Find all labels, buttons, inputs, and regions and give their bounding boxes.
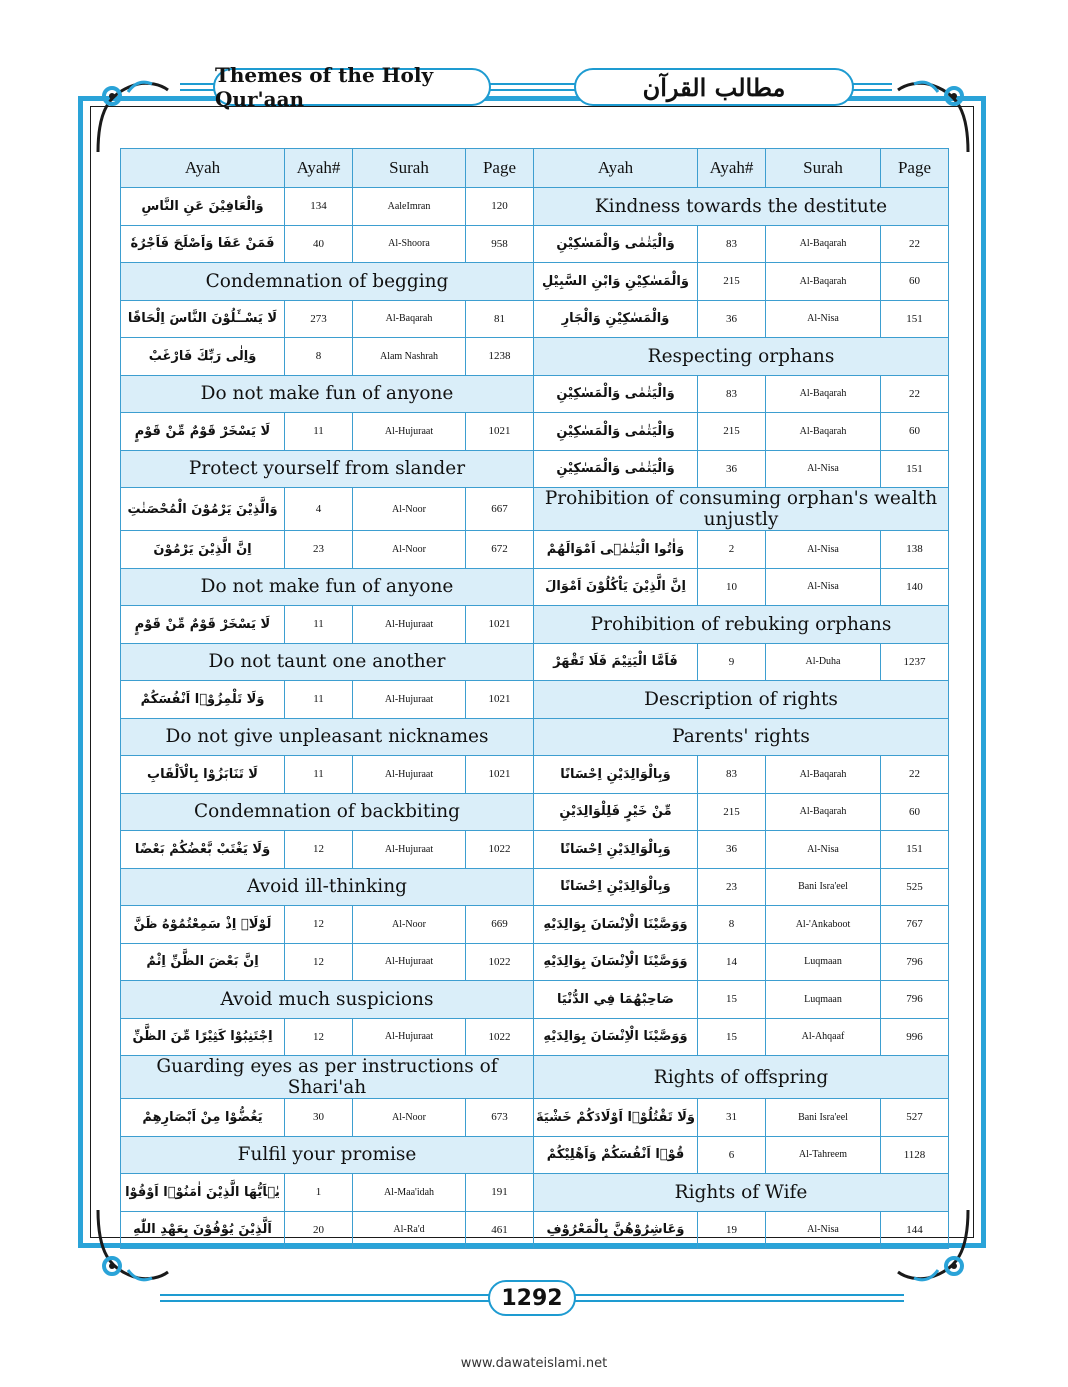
ayah-text: فَاَمَّا الْيَتِيْمَ فَلَا تَقْهَرْ bbox=[534, 643, 698, 681]
surah-name: Al-Hujuraat bbox=[353, 1018, 466, 1056]
ayah-text: وَالْعَافِيْنَ عَنِ النَّاسِ bbox=[121, 188, 285, 226]
page-ref: 60 bbox=[881, 263, 949, 301]
page-ref: 958 bbox=[466, 225, 534, 263]
surah-name: Al-Noor bbox=[353, 906, 466, 944]
page-ref: 22 bbox=[881, 225, 949, 263]
page-ref: 1021 bbox=[466, 756, 534, 794]
table-row bbox=[121, 718, 949, 756]
ayah-number: 83 bbox=[698, 756, 766, 794]
table-row bbox=[121, 1018, 949, 1056]
section-heading: Prohibition of consuming orphan's wealth unjustly bbox=[534, 488, 949, 531]
page-ref: 673 bbox=[466, 1099, 534, 1137]
ayah-text: وَعَاشِرُوْهُنَّ بِالْمَعْرُوْفِ bbox=[534, 1211, 698, 1249]
ayah-number: 30 bbox=[285, 1099, 353, 1137]
surah-name: Al-Hujuraat bbox=[353, 606, 466, 644]
ayah-number: 1 bbox=[285, 1174, 353, 1212]
table-row bbox=[121, 338, 949, 376]
surah-name: Alam Nashrah bbox=[353, 338, 466, 376]
page-ref: 144 bbox=[881, 1211, 949, 1249]
surah-name: Al-Duha bbox=[766, 643, 881, 681]
ayah-number: 12 bbox=[285, 906, 353, 944]
surah-name: Al-Baqarah bbox=[353, 300, 466, 338]
col-header-ayah: Ayah bbox=[121, 149, 285, 188]
surah-name: Al-Nisa bbox=[766, 531, 881, 569]
ayah-number: 8 bbox=[285, 338, 353, 376]
surah-name: Al-Baqarah bbox=[766, 413, 881, 451]
table-row bbox=[121, 531, 949, 569]
ayah-text: لَا يَسْخَرْ قَوْمٌ مِّنْ قَوْمٍ bbox=[121, 413, 285, 451]
ayah-text: وَالْمَسٰكِيْنِ وَابْنِ السَّبِيْلِ bbox=[534, 263, 698, 301]
table-row bbox=[121, 943, 949, 981]
surah-name: Al-Noor bbox=[353, 531, 466, 569]
ayah-number: 15 bbox=[698, 1018, 766, 1056]
ayah-text: فَمَنْ عَفَا وَاَصْلَحَ فَاَجْرُهٗ bbox=[121, 225, 285, 263]
surah-name: Bani Isra'eel bbox=[766, 868, 881, 906]
surah-name: Al-Nisa bbox=[766, 450, 881, 488]
ayah-text: اِنَّ الَّذِيْنَ يَاْكُلُوْنَ اَمْوَالَ bbox=[534, 568, 698, 606]
col-header-ayah-number: Ayah# bbox=[698, 149, 766, 188]
page-ref: 525 bbox=[881, 868, 949, 906]
ayah-text: وَبِالْوَالِدَيْنِ اِحْسَانًا bbox=[534, 831, 698, 869]
table-row bbox=[121, 375, 949, 413]
ayah-number: 23 bbox=[698, 868, 766, 906]
page-ref: 1238 bbox=[466, 338, 534, 376]
surah-name: Al-Nisa bbox=[766, 300, 881, 338]
section-heading: Rights of offspring bbox=[534, 1056, 949, 1099]
ayah-text: اَلَّذِيْنَ يُوْفُوْنَ بِعَهْدِ اللّٰهِ bbox=[121, 1211, 285, 1249]
ayah-text: قُوْۤا اَنْفُسَكُمْ وَاَهْلِيْكُمْ bbox=[534, 1136, 698, 1174]
table-row bbox=[121, 643, 949, 681]
surah-name: Al-Maa'idah bbox=[353, 1174, 466, 1212]
page-ref: 672 bbox=[466, 531, 534, 569]
page-ref: 1021 bbox=[466, 681, 534, 719]
footer-url: www.dawateislami.net bbox=[460, 1356, 608, 1371]
table-row bbox=[121, 488, 949, 531]
page-ref: 996 bbox=[881, 1018, 949, 1056]
page-ref: 140 bbox=[881, 568, 949, 606]
section-heading: Condemnation of backbiting bbox=[121, 793, 534, 831]
table-row bbox=[121, 981, 949, 1019]
section-heading: Do not make fun of anyone bbox=[121, 568, 534, 606]
page-ref: 767 bbox=[881, 906, 949, 944]
section-heading: Do not give unpleasant nicknames bbox=[121, 718, 534, 756]
page-rule-right bbox=[574, 1294, 904, 1302]
page-ref: 1128 bbox=[881, 1136, 949, 1174]
ayah-number: 2 bbox=[698, 531, 766, 569]
ayah-text: مِّنْ خَيْرٍ فَلِلْوَالِدَيْنِ bbox=[534, 793, 698, 831]
table-row bbox=[121, 1099, 949, 1137]
surah-name: Al-Baqarah bbox=[766, 793, 881, 831]
ayah-text: وَبِالْوَالِدَيْنِ اِحْسَانًا bbox=[534, 756, 698, 794]
surah-name: Al-Hujuraat bbox=[353, 943, 466, 981]
page-ref: 1022 bbox=[466, 831, 534, 869]
page-rule-left bbox=[160, 1294, 490, 1302]
ayah-text: لَوْلَاۤ اِذْ سَمِعْتُمُوْهُ ظَنَّ bbox=[121, 906, 285, 944]
ayah-number: 6 bbox=[698, 1136, 766, 1174]
page-ref: 60 bbox=[881, 413, 949, 451]
col-header-surah: Surah bbox=[766, 149, 881, 188]
section-heading: Do not taunt one another bbox=[121, 643, 534, 681]
surah-name: Al-Hujuraat bbox=[353, 756, 466, 794]
surah-name: Al-Noor bbox=[353, 1099, 466, 1137]
ayah-number: 36 bbox=[698, 450, 766, 488]
page-number: 1292 bbox=[488, 1280, 576, 1316]
title-rule-middle bbox=[489, 83, 577, 91]
col-header-ayah: Ayah bbox=[534, 149, 698, 188]
ayah-number: 11 bbox=[285, 606, 353, 644]
ayah-text: وَالَّذِيْنَ يَرْمُوْنَ الْمُحْصَنٰتِ bbox=[121, 488, 285, 531]
table-row bbox=[121, 1174, 949, 1212]
table-row bbox=[121, 681, 949, 719]
table-body bbox=[121, 149, 949, 1249]
section-heading: Avoid much suspicions bbox=[121, 981, 534, 1019]
table-row bbox=[121, 188, 949, 226]
table-row bbox=[121, 831, 949, 869]
table-row bbox=[121, 1211, 949, 1249]
section-heading: Description of rights bbox=[534, 681, 949, 719]
ayah-number: 83 bbox=[698, 225, 766, 263]
ayah-text: وَلَا تَلْمِزُوْۤا اَنْفُسَكُمْ bbox=[121, 681, 285, 719]
ayah-text: وَوَصَّيْنَا الْاِنْسَانَ بِوَالِدَيْهِ bbox=[534, 906, 698, 944]
page-ref: 191 bbox=[466, 1174, 534, 1212]
ayah-text: لَا يَسْخَرْ قَوْمٌ مِّنْ قَوْمٍ bbox=[121, 606, 285, 644]
table-row bbox=[121, 868, 949, 906]
ayah-number: 11 bbox=[285, 413, 353, 451]
ayah-number: 11 bbox=[285, 681, 353, 719]
col-header-page: Page bbox=[466, 149, 534, 188]
page-ref: 81 bbox=[466, 300, 534, 338]
ayah-number: 10 bbox=[698, 568, 766, 606]
surah-name: Luqmaan bbox=[766, 981, 881, 1019]
section-heading: Condemnation of begging bbox=[121, 263, 534, 301]
ayah-number: 215 bbox=[698, 263, 766, 301]
ayah-number: 273 bbox=[285, 300, 353, 338]
page-ref: 527 bbox=[881, 1099, 949, 1137]
section-heading: Fulfil your promise bbox=[121, 1136, 534, 1174]
ayah-number: 8 bbox=[698, 906, 766, 944]
ayah-number: 215 bbox=[698, 413, 766, 451]
surah-name: Al-Shoora bbox=[353, 225, 466, 263]
ayah-text: وَالْمَسٰكِيْنِ وَالْجَارِ bbox=[534, 300, 698, 338]
surah-name: Al-Noor bbox=[353, 488, 466, 531]
surah-name: Al-Ra'd bbox=[353, 1211, 466, 1249]
page-ref: 151 bbox=[881, 450, 949, 488]
ayah-number: 12 bbox=[285, 943, 353, 981]
page-ref: 22 bbox=[881, 375, 949, 413]
surah-name: Al-Nisa bbox=[766, 831, 881, 869]
ayah-number: 15 bbox=[698, 981, 766, 1019]
surah-name: Al-Baqarah bbox=[766, 225, 881, 263]
table-row bbox=[121, 568, 949, 606]
page-ref: 796 bbox=[881, 943, 949, 981]
table-row bbox=[121, 756, 949, 794]
page-ref: 1237 bbox=[881, 643, 949, 681]
ayah-number: 12 bbox=[285, 1018, 353, 1056]
section-heading: Guarding eyes as per instructions of Shari'ah bbox=[121, 1056, 534, 1099]
ayah-number: 36 bbox=[698, 831, 766, 869]
table-row bbox=[121, 793, 949, 831]
ayah-text: وَالْيَتٰمٰى وَالْمَسٰكِيْنِ bbox=[534, 375, 698, 413]
surah-name: Al-Baqarah bbox=[766, 756, 881, 794]
ayah-number: 9 bbox=[698, 643, 766, 681]
page-ref: 60 bbox=[881, 793, 949, 831]
table-row bbox=[121, 606, 949, 644]
ayah-text: وَالْيَتٰمٰى وَالْمَسٰكِيْنِ bbox=[534, 450, 698, 488]
page-ref: 22 bbox=[881, 756, 949, 794]
ayah-number: 20 bbox=[285, 1211, 353, 1249]
ayah-number: 4 bbox=[285, 488, 353, 531]
ayah-number: 40 bbox=[285, 225, 353, 263]
title-urdu: مطالب القرآن bbox=[574, 68, 854, 106]
table-row bbox=[121, 450, 949, 488]
ayah-text: اِنَّ الَّذِيْنَ يَرْمُوْنَ bbox=[121, 531, 285, 569]
page-ref: 138 bbox=[881, 531, 949, 569]
ayah-number: 36 bbox=[698, 300, 766, 338]
ayah-text: وَالْيَتٰمٰى وَالْمَسٰكِيْنِ bbox=[534, 413, 698, 451]
page-ref: 151 bbox=[881, 300, 949, 338]
ayah-text: وَاٰتُوا الْيَتٰمٰۤى اَمْوَالَهُمْ bbox=[534, 531, 698, 569]
ayah-text: وَوَصَّيْنَا الْاِنْسَانَ بِوَالِدَيْهِ bbox=[534, 1018, 698, 1056]
ayah-number: 14 bbox=[698, 943, 766, 981]
ayah-number: 11 bbox=[285, 756, 353, 794]
page-ref: 461 bbox=[466, 1211, 534, 1249]
ayah-number: 215 bbox=[698, 793, 766, 831]
ayah-number: 83 bbox=[698, 375, 766, 413]
table-row bbox=[121, 263, 949, 301]
table-row bbox=[121, 1136, 949, 1174]
section-heading: Protect yourself from slander bbox=[121, 450, 534, 488]
surah-name: Al-Hujuraat bbox=[353, 413, 466, 451]
section-heading: Avoid ill-thinking bbox=[121, 868, 534, 906]
surah-name: Al-Baqarah bbox=[766, 375, 881, 413]
surah-name: Al-Ahqaaf bbox=[766, 1018, 881, 1056]
col-header-page: Page bbox=[881, 149, 949, 188]
surah-name: Al-Nisa bbox=[766, 1211, 881, 1249]
page-ref: 120 bbox=[466, 188, 534, 226]
ayah-text: اِجْتَنِبُوْا كَثِيْرًا مِّنَ الظَّنِّ bbox=[121, 1018, 285, 1056]
page-ref: 1021 bbox=[466, 606, 534, 644]
surah-name: Al-Hujuraat bbox=[353, 831, 466, 869]
table-row bbox=[121, 225, 949, 263]
ayah-text: يٰۤاَيُّهَا الَّذِيْنَ اٰمَنُوْۤا اَوْفُوْا bbox=[121, 1174, 285, 1212]
surah-name: AaleImran bbox=[353, 188, 466, 226]
col-header-ayah-number: Ayah# bbox=[285, 149, 353, 188]
title-rule-right bbox=[852, 83, 892, 91]
title-english: Themes of the Holy Qur'aan bbox=[213, 68, 491, 106]
ayah-text: صَاحِبْهُمَا فِي الدُّنْيَا bbox=[534, 981, 698, 1019]
surah-name: Luqmaan bbox=[766, 943, 881, 981]
table-row bbox=[121, 300, 949, 338]
ayah-text: اِنَّ بَعْضَ الظَّنِّ اِثْمٌ bbox=[121, 943, 285, 981]
ayah-text: وَاِلٰى رَبِّكَ فَارْغَبْ bbox=[121, 338, 285, 376]
ayah-text: لَا يَسْــَٔلُوْنَ النَّاسَ اِلْحَافًا bbox=[121, 300, 285, 338]
page-ref: 669 bbox=[466, 906, 534, 944]
page-ref: 1022 bbox=[466, 943, 534, 981]
page-ref: 667 bbox=[466, 488, 534, 531]
ayah-number: 23 bbox=[285, 531, 353, 569]
table-row bbox=[121, 413, 949, 451]
page-ref: 1022 bbox=[466, 1018, 534, 1056]
page-ref: 796 bbox=[881, 981, 949, 1019]
ayah-text: يَغُضُّوْا مِنْ اَبْصَارِهِمْ bbox=[121, 1099, 285, 1137]
table-row bbox=[121, 906, 949, 944]
surah-name: Al-'Ankaboot bbox=[766, 906, 881, 944]
section-heading: Kindness towards the destitute bbox=[534, 188, 949, 226]
table-header-row bbox=[121, 149, 949, 188]
ayah-number: 12 bbox=[285, 831, 353, 869]
surah-name: Al-Nisa bbox=[766, 568, 881, 606]
ayah-number: 31 bbox=[698, 1099, 766, 1137]
surah-name: Al-Baqarah bbox=[766, 263, 881, 301]
surah-name: Bani Isra'eel bbox=[766, 1099, 881, 1137]
page-ref: 1021 bbox=[466, 413, 534, 451]
ayah-number: 134 bbox=[285, 188, 353, 226]
section-heading: Parents' rights bbox=[534, 718, 949, 756]
section-heading: Respecting orphans bbox=[534, 338, 949, 376]
ayah-text: وَوَصَّيْنَا الْاِنْسَانَ بِوَالِدَيْهِ bbox=[534, 943, 698, 981]
section-heading: Do not make fun of anyone bbox=[121, 375, 534, 413]
table-row bbox=[121, 1056, 949, 1099]
ayah-text: وَالْيَتٰمٰى وَالْمَسٰكِيْنِ bbox=[534, 225, 698, 263]
page-ref: 151 bbox=[881, 831, 949, 869]
ayah-text: وَلَا تَقْتُلُوْۤا اَوْلَادَكُمْ خَشْيَةَ bbox=[534, 1099, 698, 1137]
themes-table bbox=[120, 148, 949, 1249]
section-heading: Prohibition of rebuking orphans bbox=[534, 606, 949, 644]
surah-name: Al-Tahreem bbox=[766, 1136, 881, 1174]
ayah-text: وَبِالْوَالِدَيْنِ اِحْسَانًا bbox=[534, 868, 698, 906]
col-header-surah: Surah bbox=[353, 149, 466, 188]
ayah-text: وَلَا يَغْتَبْ بَّعْضُكُمْ بَعْضًا bbox=[121, 831, 285, 869]
section-heading: Rights of Wife bbox=[534, 1174, 949, 1212]
ayah-text: لَا تَنَابَزُوْا بِالْاَلْقَابِ bbox=[121, 756, 285, 794]
ayah-number: 19 bbox=[698, 1211, 766, 1249]
surah-name: Al-Hujuraat bbox=[353, 681, 466, 719]
